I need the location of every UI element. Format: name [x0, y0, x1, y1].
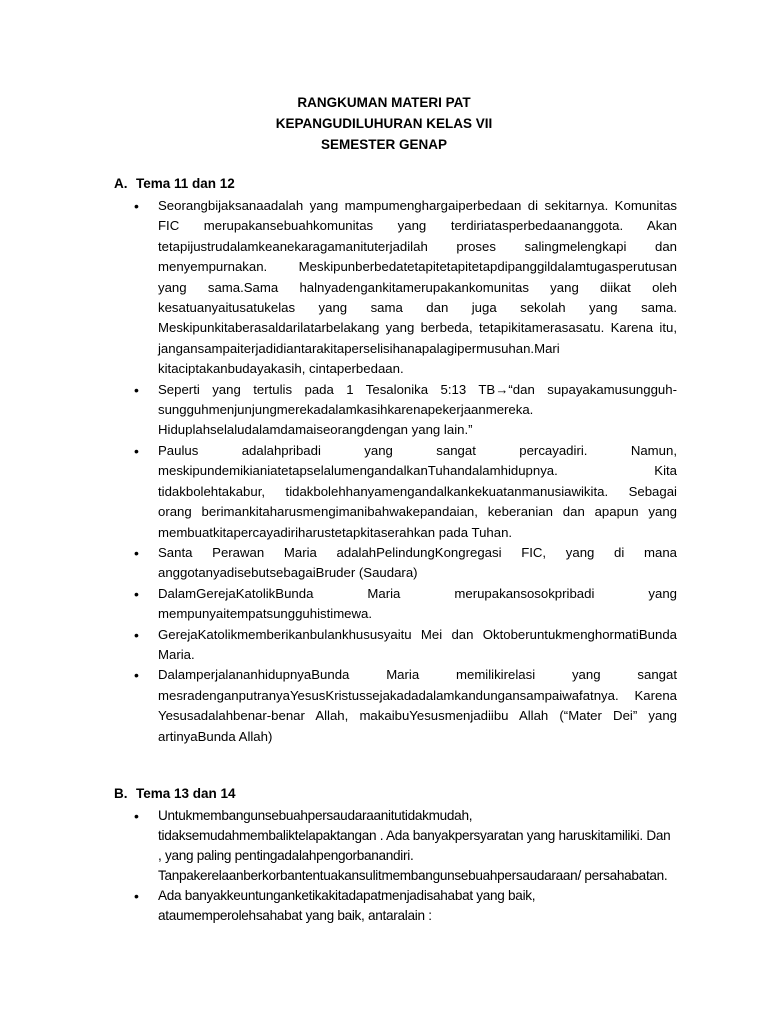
list-item: • Seperti yang tertulis pada 1 Tesalonika 5:13 TB→“dan supayakamusungguh-sungguhmenjunjungmerekadalamkasihkarenapekerjaanmereka. Hiduplahselaludalamdamaiseorangdengan yang lain.”	[131, 380, 677, 441]
list-item: • DalamperjalananhidupnyaBunda Maria memilikirelasi yang sangat mesradenganputranyaYesusKristussejakadadalamkandungansampaiwafatnya. Karena Yesusadalahbenar-benar Allah, makaibuYesusmenjadiibu Allah (“Mater Dei” yang artinyaBunda Allah)	[131, 665, 677, 747]
list-item: • Seorangbijaksanaadalah yang mampumenghargaiperbedaan di sekitarnya. Komunitas FIC merupakansebuahkomunitas yang terdiriatasperbedaananggota. Akan tetapijustrudalamkeanekaragamanituterjadilah proses salingmelengkapi dan menyempurnakan. Meskipunberbedatetapitetapitetapdipanggildalamtugasperutusan yang sama.Sama halnyadengankitamerupakankomunitas yang diikat oleh kesatuanyaitusatukelas yang sama dan juga sekolah yang sama. Meskipunkitaberasaldarilatarbelakang yang berbeda, tetapikitamerasasatu. Karena itu, jangansampaiterjadidiantarakitaperselisihanapalagipermusuhan.Mari kitaciptakanbudayakasih, cintaperbedaan.	[131, 196, 677, 380]
section-b-title: Tema 13 dan 14	[136, 786, 236, 801]
title-line-2: KEPANGUDILUHURAN KELAS VII	[275, 116, 493, 131]
section-a-heading	[114, 176, 235, 191]
document-title	[0, 92, 768, 155]
title-line-1: RANGKUMAN MATERI PAT	[297, 95, 471, 110]
list-item: • Paulus adalahpribadi yang sangat percayadiri. Namun, meskipundemikianiatetapselalumengandalkanTuhandalamhidupnya. Kita tidakbolehtakabur, tidakbolehhanyamengandalkankekuatanmanusiawikita. Sebagai orang berimankitaharusmengimanibahwakepandaian, keberanian dan apapun yang membuatkitapercayadiriharustetapkitaserahkan pada Tuhan.	[131, 441, 677, 543]
section-a-title: Tema 11 dan 12	[136, 176, 235, 191]
list-item: • GerejaKatolikmemberikanbulankhususyaitu Mei dan OktoberuntukmenghormatiBunda Maria.	[131, 625, 677, 666]
title-line-3: SEMESTER GENAP	[320, 137, 448, 152]
list-item: • Santa Perawan Maria adalahPelindungKongregasi FIC, yang di mana anggotanyadisebutsebagaiBruder (Saudara)	[131, 543, 677, 584]
list-item: • Ada banyakkeuntunganketikakitadapatmenjadisahabat yang baik, ataumemperolehsahabat yang baik, antaralain :	[131, 886, 677, 926]
section-b-letter: B.	[114, 786, 128, 801]
section-b-list	[131, 806, 677, 926]
list-item: • DalamGerejaKatolikBunda Maria merupakansosokpribadi yang mempunyaitempatsungguhistimewa.	[131, 584, 677, 625]
section-b-heading	[114, 786, 236, 801]
section-a-letter: A.	[114, 176, 128, 191]
list-item: • Untukmembangunsebuahpersaudaraanitutidakmudah, tidaksemudahmembaliktelapaktangan . Ada banyakpersyaratan yang haruskitamiliki. Dan , yang paling pentingadalahpengorbanandiri. Tanpakerelaanberkorbantentuakansulitmembangunsebuahpersaudaraan/ persahabatan.	[131, 806, 677, 886]
section-a-list	[131, 196, 677, 747]
